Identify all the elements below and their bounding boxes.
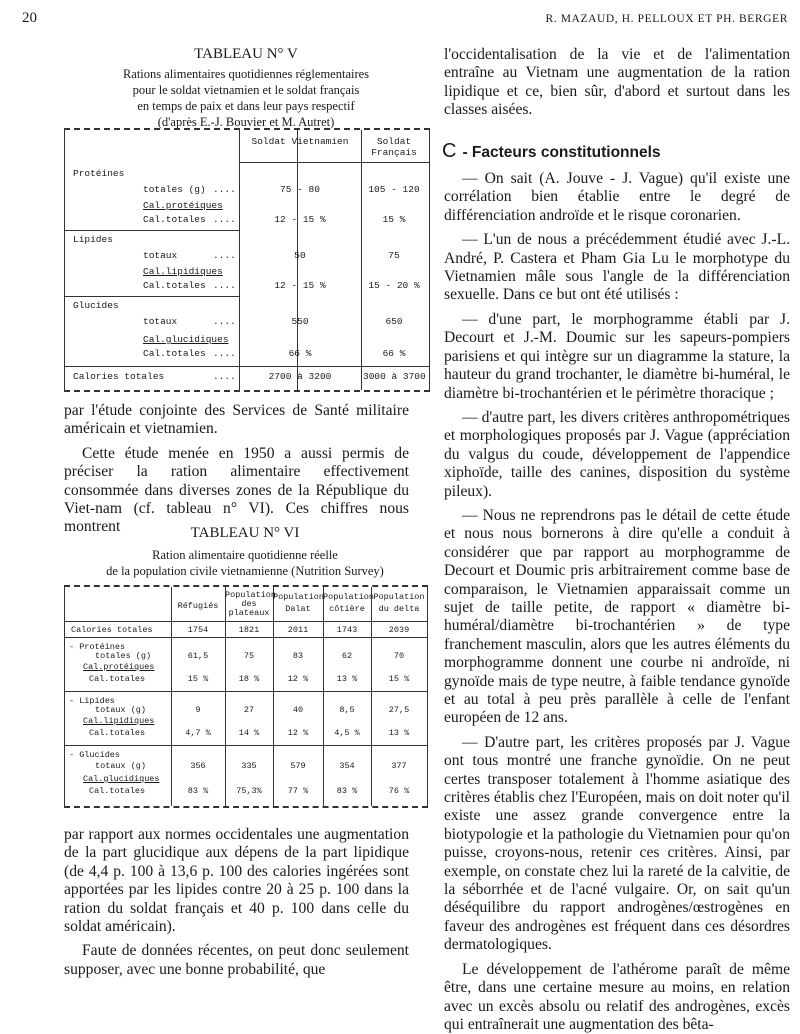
t6-col-plateaux: Population des plateaux bbox=[225, 590, 277, 618]
t5-col-fr: Soldat Français bbox=[371, 136, 417, 158]
t6-col-cotiere: Population côtière bbox=[323, 592, 375, 614]
paragraph: — D'autre part, les critères proposés par J. Vague ont tous montré une franche gynoïdie. On ne peut certes transposer totalement à l'homme asiatique des critères établis chez l'Européen, mais on doit noter qu'il existe une assez grande convergence entre la biotypologie et la pathologie du Vietnamien pour qu'on puisse, croyons-nous, retenir ces critères. Ainsi, par exemple, on constate chez lui la rareté de la calvitie, de la séborrhée et de l'acné vulgaire. Or, on sait qu'un déséquilibre du rapport androgènes/œstrogènes en faveur des androgènes est fréquent dans ces désordres dermatologiques. bbox=[444, 733, 790, 954]
table5-title: TABLEAU N° V bbox=[194, 46, 298, 62]
t6-cell: 4,5 % bbox=[334, 728, 360, 738]
table5-caption-line1: Rations alimentaires quotidiennes réglementaires bbox=[122, 67, 370, 81]
t6-cell: 354 bbox=[339, 761, 355, 771]
running-head: R. MAZAUD, H. PELLOUX ET PH. BERGER bbox=[545, 13, 788, 25]
t6-cell: 15 % bbox=[187, 674, 209, 684]
t5-dots: .... bbox=[213, 214, 236, 225]
t6-cell: 77 % bbox=[287, 786, 309, 796]
t6-group-proteines: - Protéines bbox=[69, 642, 126, 652]
t5-group-lipides: Lipides bbox=[73, 234, 113, 245]
paragraph: Le développement de l'athérome paraît de même être, dans une certaine mesure au moins, en relation avec un excès absolu ou relatif des androgènes, excès qui entraînerait une augmentation des bêta- bbox=[444, 960, 790, 1033]
t5-group-proteines: Protéines bbox=[73, 168, 125, 179]
t6-cell: 18 % bbox=[238, 674, 260, 684]
t6-cell: 62 bbox=[341, 651, 353, 661]
table6-caption bbox=[64, 525, 426, 578]
t5-cell: 105 - 120 bbox=[368, 184, 420, 195]
t6-cell: 27 bbox=[243, 705, 255, 715]
t6-cell: 15 % bbox=[388, 674, 410, 684]
t6-cell: 75,3% bbox=[236, 786, 262, 796]
paragraph: Cette étude menée en 1950 a aussi permis de préciser la ration alimentaire effectivement consommée dans diverses zones de la République du Viet-nam (cf. tableau n° VI). Ces chiffres nous montrent bbox=[64, 444, 409, 536]
t5-cell: 12 - 15 % bbox=[274, 214, 326, 225]
table5-caption-line4: (d'après E.-J. Bouvier et M. Autret) bbox=[157, 115, 335, 129]
t6-cell: 4,7 % bbox=[185, 728, 211, 738]
t6-cell: 9 bbox=[195, 705, 201, 715]
t6-row-label: Cal.glucidiques bbox=[83, 774, 160, 784]
t6-cell: 1743 bbox=[336, 625, 358, 635]
t6-cell: 40 bbox=[292, 705, 304, 715]
table6-caption-line1: Ration alimentaire quotidienne réelle bbox=[152, 548, 338, 562]
table5-caption-line3: en temps de paix et dans leur pays respectif bbox=[137, 99, 355, 113]
t6-cell: 12 % bbox=[287, 728, 309, 738]
t5-dots: .... bbox=[213, 250, 236, 261]
t6-cell: 356 bbox=[190, 761, 206, 771]
t6-cell: 335 bbox=[241, 761, 257, 771]
t5-cell: 2700 à 3200 bbox=[268, 371, 332, 382]
t6-row-label: totales (g) bbox=[95, 651, 152, 661]
t5-row-label: Cal.totales bbox=[143, 348, 206, 359]
t5-cell: 75 bbox=[388, 250, 400, 261]
paragraph: par rapport aux normes occidentales une augmentation de la part glucidique aux dépens de la part lipidique (de 4,4 p. 100 à 13,6 p. 100 des calories ingérées sont apportées par les lipides contre 20 à 25 p. 100 dans la ration du soldat français et 40 p. 100 dans celle du soldat américain). bbox=[64, 826, 409, 936]
table-5 bbox=[64, 128, 430, 392]
t5-cell: 12 - 15 % bbox=[274, 280, 326, 291]
t6-cell: 1754 bbox=[187, 625, 209, 635]
t6-cell: 12 % bbox=[287, 674, 309, 684]
right-column bbox=[444, 46, 790, 1034]
left-column-lower bbox=[64, 826, 409, 979]
t5-cell: 650 bbox=[385, 316, 403, 327]
table6-title: TABLEAU N° VI bbox=[190, 525, 300, 541]
t6-row-label: Cal.protéiques bbox=[83, 662, 155, 672]
t6-group-glucides: - Glucides bbox=[69, 750, 121, 760]
table5-caption-line2: pour le soldat vietnamien et le soldat français bbox=[132, 83, 360, 97]
t6-cell: 83 % bbox=[187, 786, 209, 796]
paragraph: — L'un de nous a précédemment étudié avec J.-L. André, P. Castera et Pham Gia Lu le morphotype du Vietnamien mâle sous l'angle de la différenciation sexuelle. Dans ce but ont été utilisés : bbox=[444, 231, 790, 304]
table-6 bbox=[64, 585, 428, 808]
page-number: 20 bbox=[22, 10, 37, 26]
t6-cell: 2039 bbox=[388, 625, 410, 635]
paragraph: — Nous ne reprendrons pas le détail de cette étude et nous nous bornerons à dire qu'elle a conduit à considérer que par rapport au morphogramme de Decourt et Doumic pris arbitrairement comme base de comparaison, le Vietnamien apparaissait comme un sujet de taille petite, de rapport « diamètre bi-huméral/diamètre bi-trochantérien » de type franchement masculin, alors que les autres éléments du morphogramme donnent une courbe ni androïde, ni gynoïde mais de type neutre, à faible tendance gynoïde et au total à peu près parallèle à celle de l'enfant européen de 12 ans. bbox=[444, 506, 790, 727]
paragraph: — On sait (A. Jouve - J. Vague) qu'il existe une corrélation bien établie entre le degré de différenciation androïde et le risque coronarien. bbox=[444, 170, 790, 224]
t5-cell: 550 bbox=[291, 316, 309, 327]
t5-cell: 66 % bbox=[288, 348, 312, 359]
t5-group-glucides: Glucides bbox=[73, 300, 119, 311]
t5-row-label: Cal.glucidiques bbox=[143, 334, 229, 345]
t5-cell: 66 % bbox=[382, 348, 406, 359]
t5-cell: 15 - 20 % bbox=[368, 280, 420, 291]
t6-cell: 70 bbox=[393, 651, 405, 661]
t6-cell: 76 % bbox=[388, 786, 410, 796]
paragraph: — d'autre part, les divers critères anthropométriques et morphologiques proposés par J. Vague (appréciation du valgus du coude, développement de l'appendice xiphoïde, taille des canines, disposition du système pileux). bbox=[444, 408, 790, 500]
t5-cell: 50 bbox=[294, 250, 306, 261]
t6-cell: 1821 bbox=[238, 625, 260, 635]
section-letter: C bbox=[442, 139, 457, 162]
t6-group-lipides: - Lipides bbox=[69, 696, 115, 706]
t6-cell: 13 % bbox=[336, 674, 358, 684]
t5-row-label: totales (g) bbox=[143, 184, 206, 195]
t6-row-label: Cal.totales bbox=[89, 786, 146, 796]
t5-cell: 3000 à 3700 bbox=[363, 371, 426, 382]
t5-cell: 75 - 80 bbox=[280, 184, 320, 195]
paragraph: Faute de données récentes, on peut donc seulement supposer, avec une bonne probabilité, que bbox=[64, 942, 409, 978]
t6-cell: 579 bbox=[290, 761, 306, 771]
t5-row-label: totaux bbox=[143, 316, 178, 327]
section-heading bbox=[442, 139, 790, 162]
t5-row-label: Cal.totales bbox=[143, 214, 206, 225]
left-column-upper bbox=[64, 402, 409, 543]
t5-row-label: Cal.protéiques bbox=[143, 200, 223, 211]
t6-cell: 83 bbox=[292, 651, 304, 661]
t5-dots: .... bbox=[213, 371, 236, 382]
t5-cell: 15 % bbox=[382, 214, 406, 225]
t6-row-label: totaux (g) bbox=[95, 761, 147, 771]
t6-cell: 75 bbox=[243, 651, 255, 661]
table5-caption bbox=[64, 46, 428, 129]
t6-col-delta: Population du delta bbox=[373, 592, 425, 614]
paragraph: — d'une part, le morphogramme établi par J. Decourt et J.-M. Doumic sur les sapeurs-pompiers parisiens et qui intègre sur un diagramme la stature, la hauteur du grand trochanter, le diamètre bi-huméral, le diamètre bi-trochantérien et le périmètre thoracique ; bbox=[444, 310, 790, 402]
t6-cell: 2011 bbox=[287, 625, 309, 635]
t5-dots: .... bbox=[213, 184, 236, 195]
t6-cell: 61,5 bbox=[187, 651, 209, 661]
t6-row-label: totaux (g) bbox=[95, 705, 147, 715]
t5-row-calories: Calories totales bbox=[73, 371, 165, 382]
t5-row-label: totaux bbox=[143, 250, 178, 261]
t5-row-label: Cal.totales bbox=[143, 280, 206, 291]
t6-col-dalat: Population Dalat bbox=[273, 592, 325, 614]
t6-cell: 27,5 bbox=[388, 705, 410, 715]
t5-row-label: Cal.lipidiques bbox=[143, 266, 223, 277]
t6-cell: 377 bbox=[391, 761, 407, 771]
t5-dots: .... bbox=[213, 316, 236, 327]
paragraph: par l'étude conjointe des Services de Santé militaire américain et vietnamien. bbox=[64, 402, 409, 438]
t6-cell: 13 % bbox=[388, 728, 410, 738]
t5-dots: .... bbox=[213, 280, 236, 291]
t5-col-viet: Soldat Vietnamien bbox=[251, 136, 349, 147]
t6-cell: 8,5 bbox=[339, 705, 355, 715]
paragraph: l'occidentalisation de la vie et de l'alimentation entraîne au Vietnam une augmentation de la ration lipidique et ce, bien sûr, d'abord et surtout dans les classes aisées. bbox=[444, 46, 790, 119]
section-title: - Facteurs constitutionnels bbox=[462, 143, 661, 161]
t6-col-refugies: Réfugiés bbox=[177, 601, 219, 611]
t6-row-label: Cal.lipidiques bbox=[83, 716, 155, 726]
t6-cell: 14 % bbox=[238, 728, 260, 738]
t6-row-calories: Calories totales bbox=[71, 625, 153, 635]
t6-row-label: Cal.totales bbox=[89, 728, 146, 738]
t6-cell: 83 % bbox=[336, 786, 358, 796]
t5-dots: .... bbox=[213, 348, 236, 359]
t6-row-label: Cal.totales bbox=[89, 674, 146, 684]
table6-caption-line2: de la population civile vietnamienne (Nutrition Survey) bbox=[106, 564, 384, 578]
